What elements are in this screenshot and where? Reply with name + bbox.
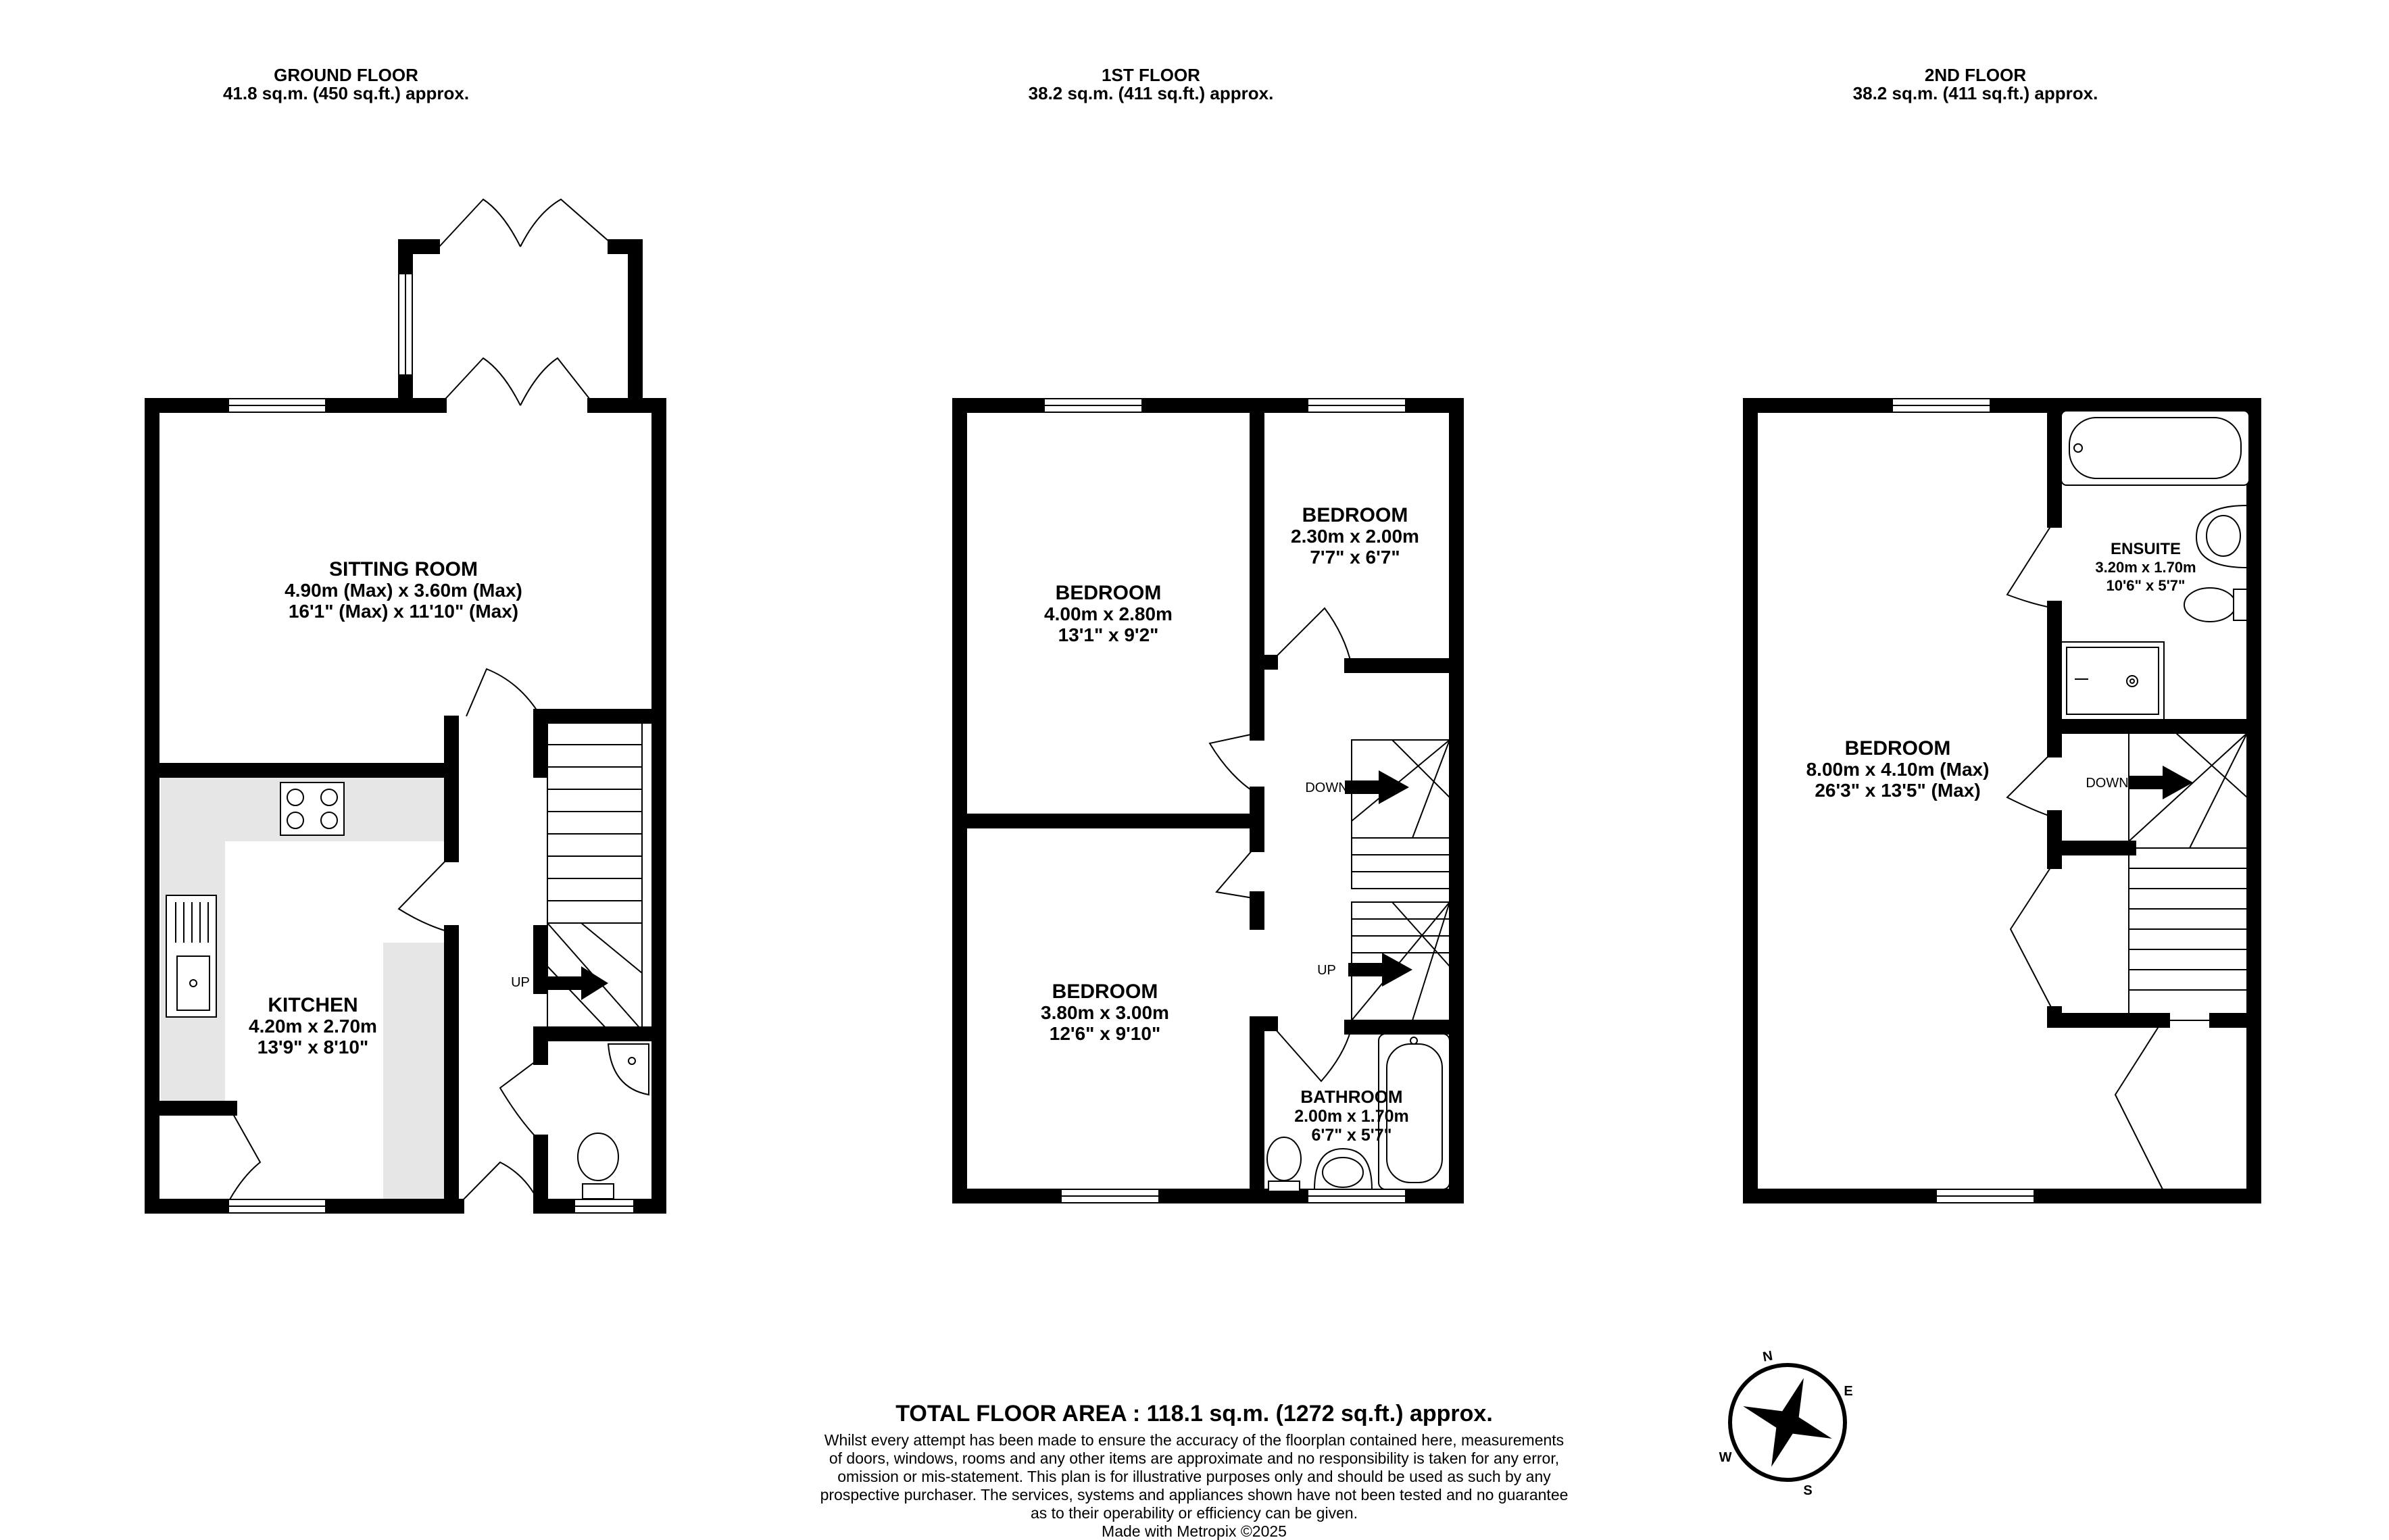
room-dim-imperial: 7'7" x 6'7"	[1310, 547, 1400, 568]
disclaimer-line: prospective purchaser. The services, systems and appliances shown have not been tested and no guarantee	[820, 1486, 1569, 1504]
room-name: SITTING ROOM	[329, 558, 478, 580]
first-floor-doors[interactable]	[1210, 608, 1352, 1081]
ensuite-basin-icon	[2196, 505, 2247, 568]
room-dim-imperial: 26'3" x 13'5" (Max)	[1815, 780, 1981, 801]
ensuite-bath-icon	[2061, 411, 2249, 485]
disclaimer-line: Whilst every attempt has been made to ensure the accuracy of the floorplan contained here, measurements	[824, 1431, 1565, 1449]
floor-headings	[223, 65, 2098, 103]
credit: Made with Metropix ©2025	[1102, 1522, 1287, 1540]
room-dim-metric: 4.90m (Max) x 3.60m (Max)	[285, 580, 522, 601]
room-dim-imperial: 6'7" x 5'7"	[1311, 1126, 1392, 1145]
room-dim-metric: 8.00m x 4.10m (Max)	[1806, 759, 1990, 780]
toilet-icon	[1267, 1137, 1301, 1191]
bedroom-3-label	[1041, 980, 1169, 1044]
bedroom-1-label	[1044, 582, 1173, 645]
ground-floor-plan	[152, 199, 659, 1213]
stairs-down-label: DOWN	[2086, 776, 2129, 791]
room-dim-metric: 2.30m x 2.00m	[1291, 526, 1419, 547]
ensuite-label	[2095, 540, 2196, 594]
second-floor-title: 2ND FLOOR	[1924, 65, 2027, 85]
room-dim-imperial: 13'9" x 8'10"	[257, 1037, 369, 1058]
toilet-icon	[578, 1133, 618, 1199]
compass-west: W	[1719, 1450, 1732, 1465]
total-floor-area: TOTAL FLOOR AREA : 118.1 sq.m. (1272 sq.ft.) approx.	[895, 1401, 1493, 1426]
room-dim-metric: 3.80m x 3.00m	[1041, 1002, 1169, 1023]
room-name: KITCHEN	[268, 994, 358, 1016]
room-name: BEDROOM	[1055, 582, 1162, 604]
disclaimer-line: as to their operability or efficiency can be given.	[1030, 1504, 1358, 1522]
second-floor-walls	[1750, 405, 2254, 1196]
ensuite-toilet-icon	[2184, 588, 2247, 622]
room-dim-metric: 4.00m x 2.80m	[1044, 603, 1173, 624]
hob-icon	[280, 783, 344, 835]
kitchen-label	[249, 994, 377, 1058]
sink-icon	[166, 895, 216, 1017]
footer	[820, 1401, 1569, 1540]
room-dim-metric: 3.20m x 1.70m	[2095, 559, 2196, 576]
stairs-down-label: DOWN	[1305, 780, 1348, 795]
room-name: ENSUITE	[2110, 540, 2182, 558]
room-dim-imperial: 12'6" x 9'10"	[1049, 1023, 1161, 1044]
compass-south: S	[1803, 1483, 1813, 1498]
stairs-down-arrow	[2129, 766, 2193, 799]
stairs-up-label: UP	[511, 975, 530, 990]
sitting-room-label	[285, 558, 522, 622]
second-floor-area: 38.2 sq.m. (411 sq.ft.) approx.	[1852, 83, 2098, 103]
room-dim-imperial: 10'6" x 5'7"	[2106, 577, 2186, 594]
room-name: BEDROOM	[1844, 737, 1951, 760]
ground-floor-title: GROUND FLOOR	[274, 65, 418, 85]
basin-icon	[1314, 1149, 1372, 1189]
compass-north: N	[1761, 1348, 1774, 1365]
room-dim-imperial: 16'1" (Max) x 11'10" (Max)	[288, 601, 519, 622]
second-floor-plan	[1750, 399, 2254, 1203]
room-name: BEDROOM	[1052, 980, 1158, 1003]
french-doors[interactable]	[439, 199, 615, 405]
first-floor-title: 1ST FLOOR	[1102, 65, 1200, 85]
disclaimer-line: omission or mis-statement. This plan is for illustrative purposes only and should be used as such by any	[837, 1468, 1551, 1485]
stairs-down-arrow	[1345, 770, 1409, 804]
room-name: BEDROOM	[1302, 504, 1408, 526]
first-floor-area: 38.2 sq.m. (411 sq.ft.) approx.	[1028, 83, 1274, 103]
room-dim-metric: 2.00m x 1.70m	[1294, 1107, 1409, 1126]
room-dim-imperial: 13'1" x 9'2"	[1058, 624, 1159, 645]
compass-icon	[1719, 1349, 1853, 1498]
room-dim-metric: 4.20m x 2.70m	[249, 1016, 377, 1037]
bedroom-2-label	[1291, 504, 1419, 568]
bathroom-label	[1294, 1087, 1409, 1145]
compass-east: E	[1844, 1384, 1853, 1399]
stairs-up-label: UP	[1317, 963, 1336, 978]
room-name: BATHROOM	[1300, 1087, 1403, 1107]
wc-basin-icon	[608, 1044, 649, 1095]
shower-tray-icon	[2061, 642, 2164, 720]
ground-floor-area: 41.8 sq.m. (450 sq.ft.) approx.	[222, 83, 470, 103]
disclaimer-line: of doors, windows, rooms and any other items are approximate and no responsibility is taken for any error,	[829, 1449, 1560, 1467]
bedroom-4-label	[1806, 737, 1990, 801]
